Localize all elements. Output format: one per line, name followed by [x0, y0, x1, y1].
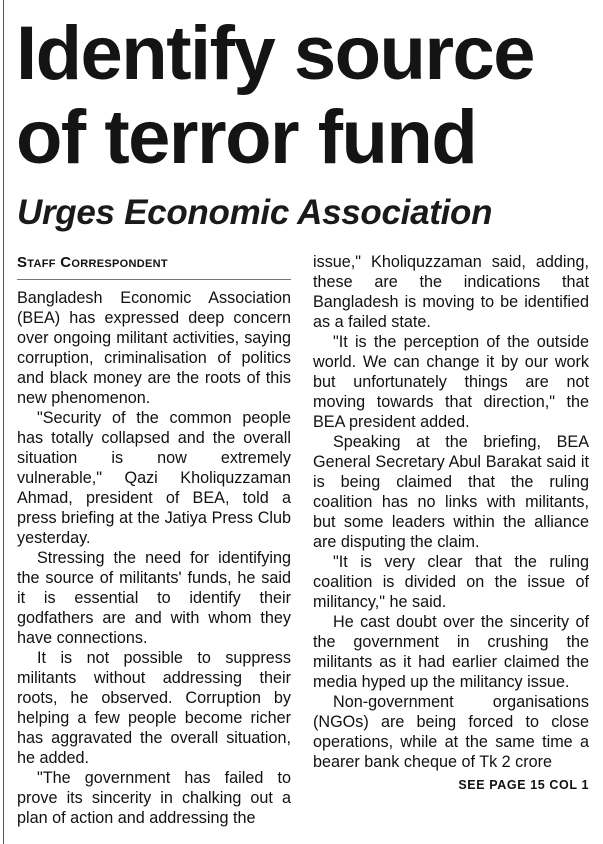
- paragraph: It is not possible to suppress militants without addressing their roots, he observed. Corruption by helping a few people become richer has aggravated the overall situation, he added.: [17, 649, 291, 767]
- paragraph: "The government has failed to prove its sincerity in chalking out a plan of action and addressing the: [17, 769, 291, 827]
- byline: Staff Correspondent: [17, 253, 291, 280]
- headline: Identify source of terror fund: [16, 11, 535, 180]
- article-column-2: [313, 252, 589, 795]
- paragraph: issue," Kholiquzzaman said, adding, these are the indications that Bangladesh is moving to be identified as a failed state.: [313, 253, 589, 331]
- page-edge-rule: [3, 0, 4, 844]
- paragraph: Speaking at the briefing, BEA General Secretary Abul Barakat said it is being claimed that the ruling coalition has no links with militants, but some leaders within the alliance are disputing the claim.: [313, 433, 589, 551]
- article-column-1: [17, 253, 291, 828]
- paragraph: Stressing the need for identifying the source of militants' funds, he said it is essential to identify their godfathers are and with whom they have connections.: [17, 549, 291, 647]
- continuation-jump: SEE PAGE 15 COL 1: [458, 778, 589, 792]
- subheadline: Urges Economic Association: [17, 193, 493, 232]
- paragraph: "It is very clear that the ruling coalition is divided on the issue of militancy," he said.: [313, 553, 589, 611]
- paragraph: "Security of the common people has totally collapsed and the overall situation is now extremely vulnerable," Qazi Kholiquzzaman Ahmad, president of BEA, told a press briefing at the Jatiya Press Club yesterday.: [17, 409, 291, 547]
- paragraph: "It is the perception of the outside world. We can change it by our work but unfortunately things are not moving towards that direction," the BEA president added.: [313, 333, 589, 431]
- paragraph: Non-government organisations (NGOs) are being forced to close operations, while at the same time a bearer bank cheque of Tk 2 crore: [313, 693, 589, 771]
- paragraph: Bangladesh Economic Association (BEA) has expressed deep concern over ongoing militant activities, saying corruption, criminalisation of politics and black money are the roots of this new phenomenon.: [17, 289, 291, 407]
- paragraph: He cast doubt over the sincerity of the government in crushing the militants as it had earlier claimed the media hyped up the militancy issue.: [313, 613, 589, 691]
